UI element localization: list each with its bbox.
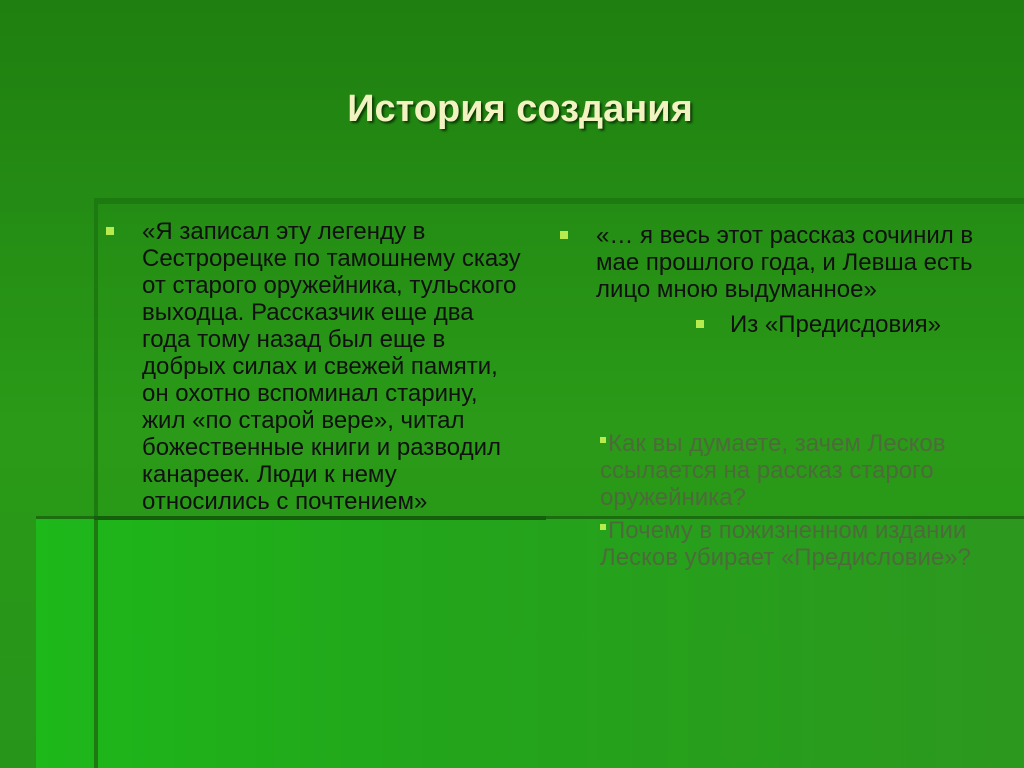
question-text: Как вы думаете, зачем Лесков ссылается на рассказ старого оружейника? — [600, 430, 946, 511]
background-top-rule — [94, 198, 1024, 204]
square-bullet-icon — [696, 320, 704, 328]
left-quote-text: «Я записал эту легенду в Сестрорецке по тамошнему сказу от старого оружейника, тульского выходца. Рассказчик еще два года тому назад был еще в добрых силах и свежей памяти, он охотно вспоминал старину, жил «по старой вере», читал божественные книги и разводил канареек. Люди к нему относились с почтением» — [142, 218, 521, 515]
background-left-rule — [94, 198, 98, 768]
right-quote-text: «… я весь этот рассказ сочинил в мае прошлого года, и Левша есть лицо мною выдуманное» — [596, 222, 974, 303]
right-source-text: Из «Предисдовия» — [730, 311, 941, 338]
question-text: Почему в пожизненном издании Лесков убирает «Предисловие»? — [600, 517, 971, 571]
left-quote-item — [106, 218, 526, 515]
question-item — [600, 430, 1000, 511]
right-quote-item — [560, 222, 990, 303]
square-bullet-icon — [106, 227, 114, 235]
square-bullet-icon — [600, 437, 606, 443]
left-column — [106, 218, 526, 515]
right-source-item — [696, 311, 990, 338]
square-bullet-icon — [560, 231, 568, 239]
background-middle-rule — [94, 516, 546, 520]
square-bullet-icon — [600, 524, 606, 530]
questions-list — [600, 430, 1000, 577]
question-item — [600, 517, 1000, 571]
slide-title: История создания — [347, 88, 693, 130]
right-column — [560, 222, 990, 338]
